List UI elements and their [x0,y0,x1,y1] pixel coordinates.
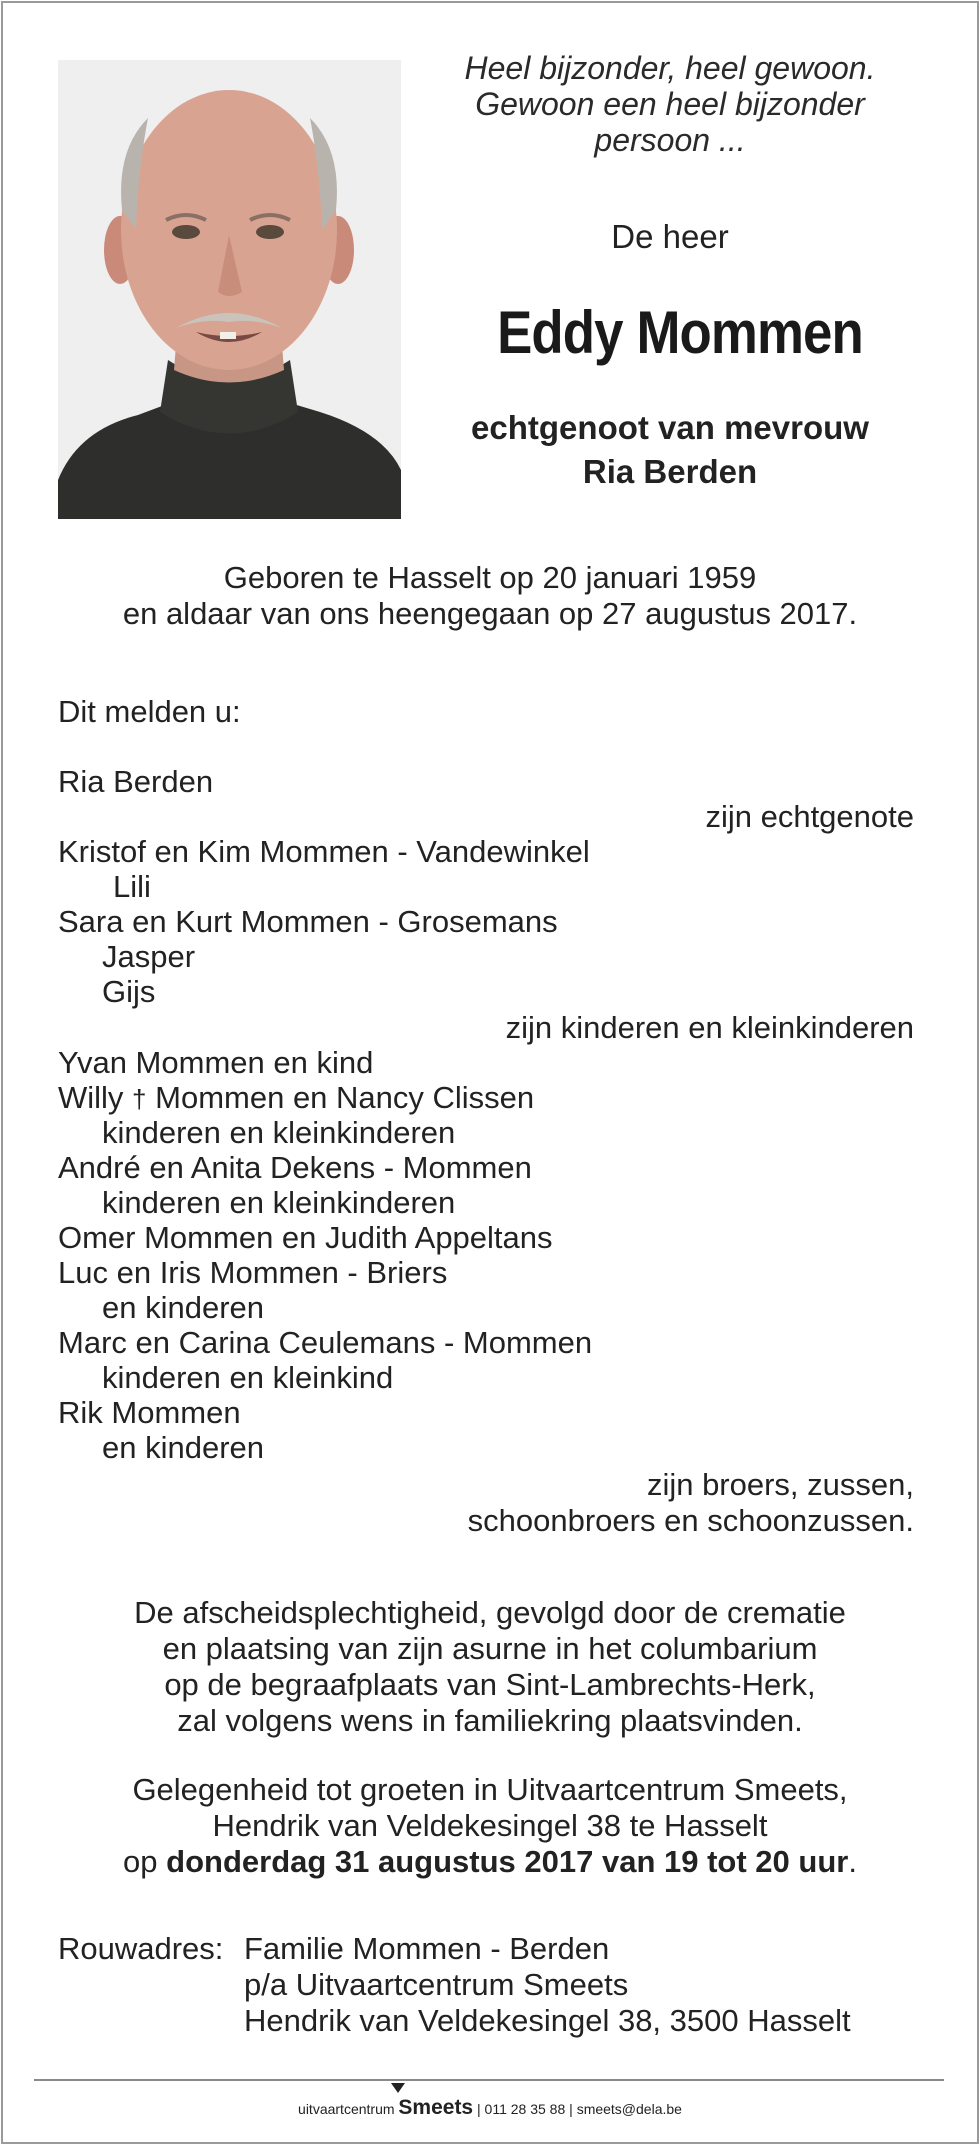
sibling-2 [58,1080,534,1117]
ceremony-line-2: en plaatsing van zijn asurne in het columbarium [162,1631,818,1666]
visit-line-2: Hendrik van Veldekesingel 38 te Hasselt [212,1808,768,1843]
spouse-name: Ria Berden [582,453,758,490]
sibling-4: Omer Mommen en Judith Appeltans [58,1220,553,1255]
ceremony-line-4: zal volgens wens in familiekring plaatsvinden. [177,1703,803,1738]
sibling-2-rest: Mommen en Nancy Clissen [155,1080,535,1115]
birth-death-dates [0,560,980,632]
visit-line-3 [0,1844,980,1880]
quote-line-2: Gewoon een heel bijzonder [475,86,865,122]
grandchild-3: Gijs [102,974,156,1009]
siblings-relation-line-2: schoonbroers en schoonzussen. [467,1503,914,1538]
footer-brand-small: uitvaartcentrum [298,2101,395,2117]
footer-phone: 011 28 35 88 [484,2101,566,2117]
footer-credit [0,2096,980,2120]
footer-sep-2: | [569,2101,573,2117]
children-relation: zijn kinderen en kleinkinderen [505,1010,914,1045]
sibling-6-kids: kinderen en kleinkind [102,1360,394,1395]
footer-divider [34,2079,944,2081]
visit-line-3-prefix: op [123,1844,167,1879]
visit-datetime: donderdag 31 augustus 2017 van 19 tot 20 uur [166,1844,849,1879]
visit-line-1: Gelegenheid tot groeten in Uitvaartcentrum Smeets, [132,1772,848,1807]
ceremony-notice [0,1595,980,1739]
address-line-2: p/a Uitvaartcentrum Smeets [244,1967,629,2002]
child-2: Sara en Kurt Mommen - Grosemans [58,904,558,939]
ceremony-line-1: De afscheidsplechtigheid, gevolgd door de crematie [134,1595,846,1630]
footer-sep-1: | [477,2101,481,2117]
sibling-3: André en Anita Dekens - Mommen [58,1150,532,1185]
visit-line-3-suffix: . [848,1844,857,1879]
address-line-3: Hendrik van Veldekesingel 38, 3500 Hasselt [244,2003,851,2038]
address-line-1: Familie Mommen - Berden [244,1931,610,1966]
dagger-icon: † [132,1084,147,1114]
sibling-2-first: Willy [58,1080,124,1115]
death-line: en aldaar van ons heengegaan op 27 augustus 2017. [122,596,858,631]
address-label: Rouwadres: [58,1931,224,1966]
sibling-2-kids: kinderen en kleinkinderen [102,1115,456,1150]
sibling-7: Rik Mommen [58,1395,241,1430]
intro-text: Dit melden u: [58,694,241,729]
quote-line-1: Heel bijzonder, heel gewoon. [464,50,876,86]
birth-line: Geboren te Hasselt op 20 januari 1959 [223,560,757,595]
triangle-marker-icon [391,2083,405,2093]
visitation-notice [0,1772,980,1880]
siblings-relation [468,1467,914,1539]
footer-brand-big: Smeets [398,2096,474,2119]
honorific: De heer [611,218,729,255]
sibling-5-kids: en kinderen [102,1290,265,1325]
sibling-3-kids: kinderen en kleinkinderen [102,1185,456,1220]
ceremony-line-3: op de begraafplaats van Sint-Lambrechts-Herk, [164,1667,816,1702]
spouse-block [420,406,920,494]
quote-line-3: persoon ... [594,122,746,158]
siblings-relation-line-1: zijn broers, zussen, [646,1467,914,1502]
deceased-name: Eddy Mommen [497,299,863,366]
sibling-6: Marc en Carina Ceulemans - Mommen [58,1325,593,1360]
portrait-photo [58,60,401,519]
wife-relation: zijn echtgenote [705,799,914,834]
footer-email: smeets@dela.be [576,2101,682,2117]
grandchild-2: Jasper [102,939,196,974]
address-lines [244,1931,851,2039]
spouse-relation: echtgenoot van mevrouw [471,409,869,446]
quote [420,50,920,158]
grandchild-1: Lili [113,869,151,904]
wife-name: Ria Berden [58,764,214,799]
sibling-5: Luc en Iris Mommen - Briers [58,1255,448,1290]
sibling-7-kids: en kinderen [102,1430,265,1465]
sibling-1: Yvan Mommen en kind [58,1045,374,1080]
child-1: Kristof en Kim Mommen - Vandewinkel [58,834,590,869]
